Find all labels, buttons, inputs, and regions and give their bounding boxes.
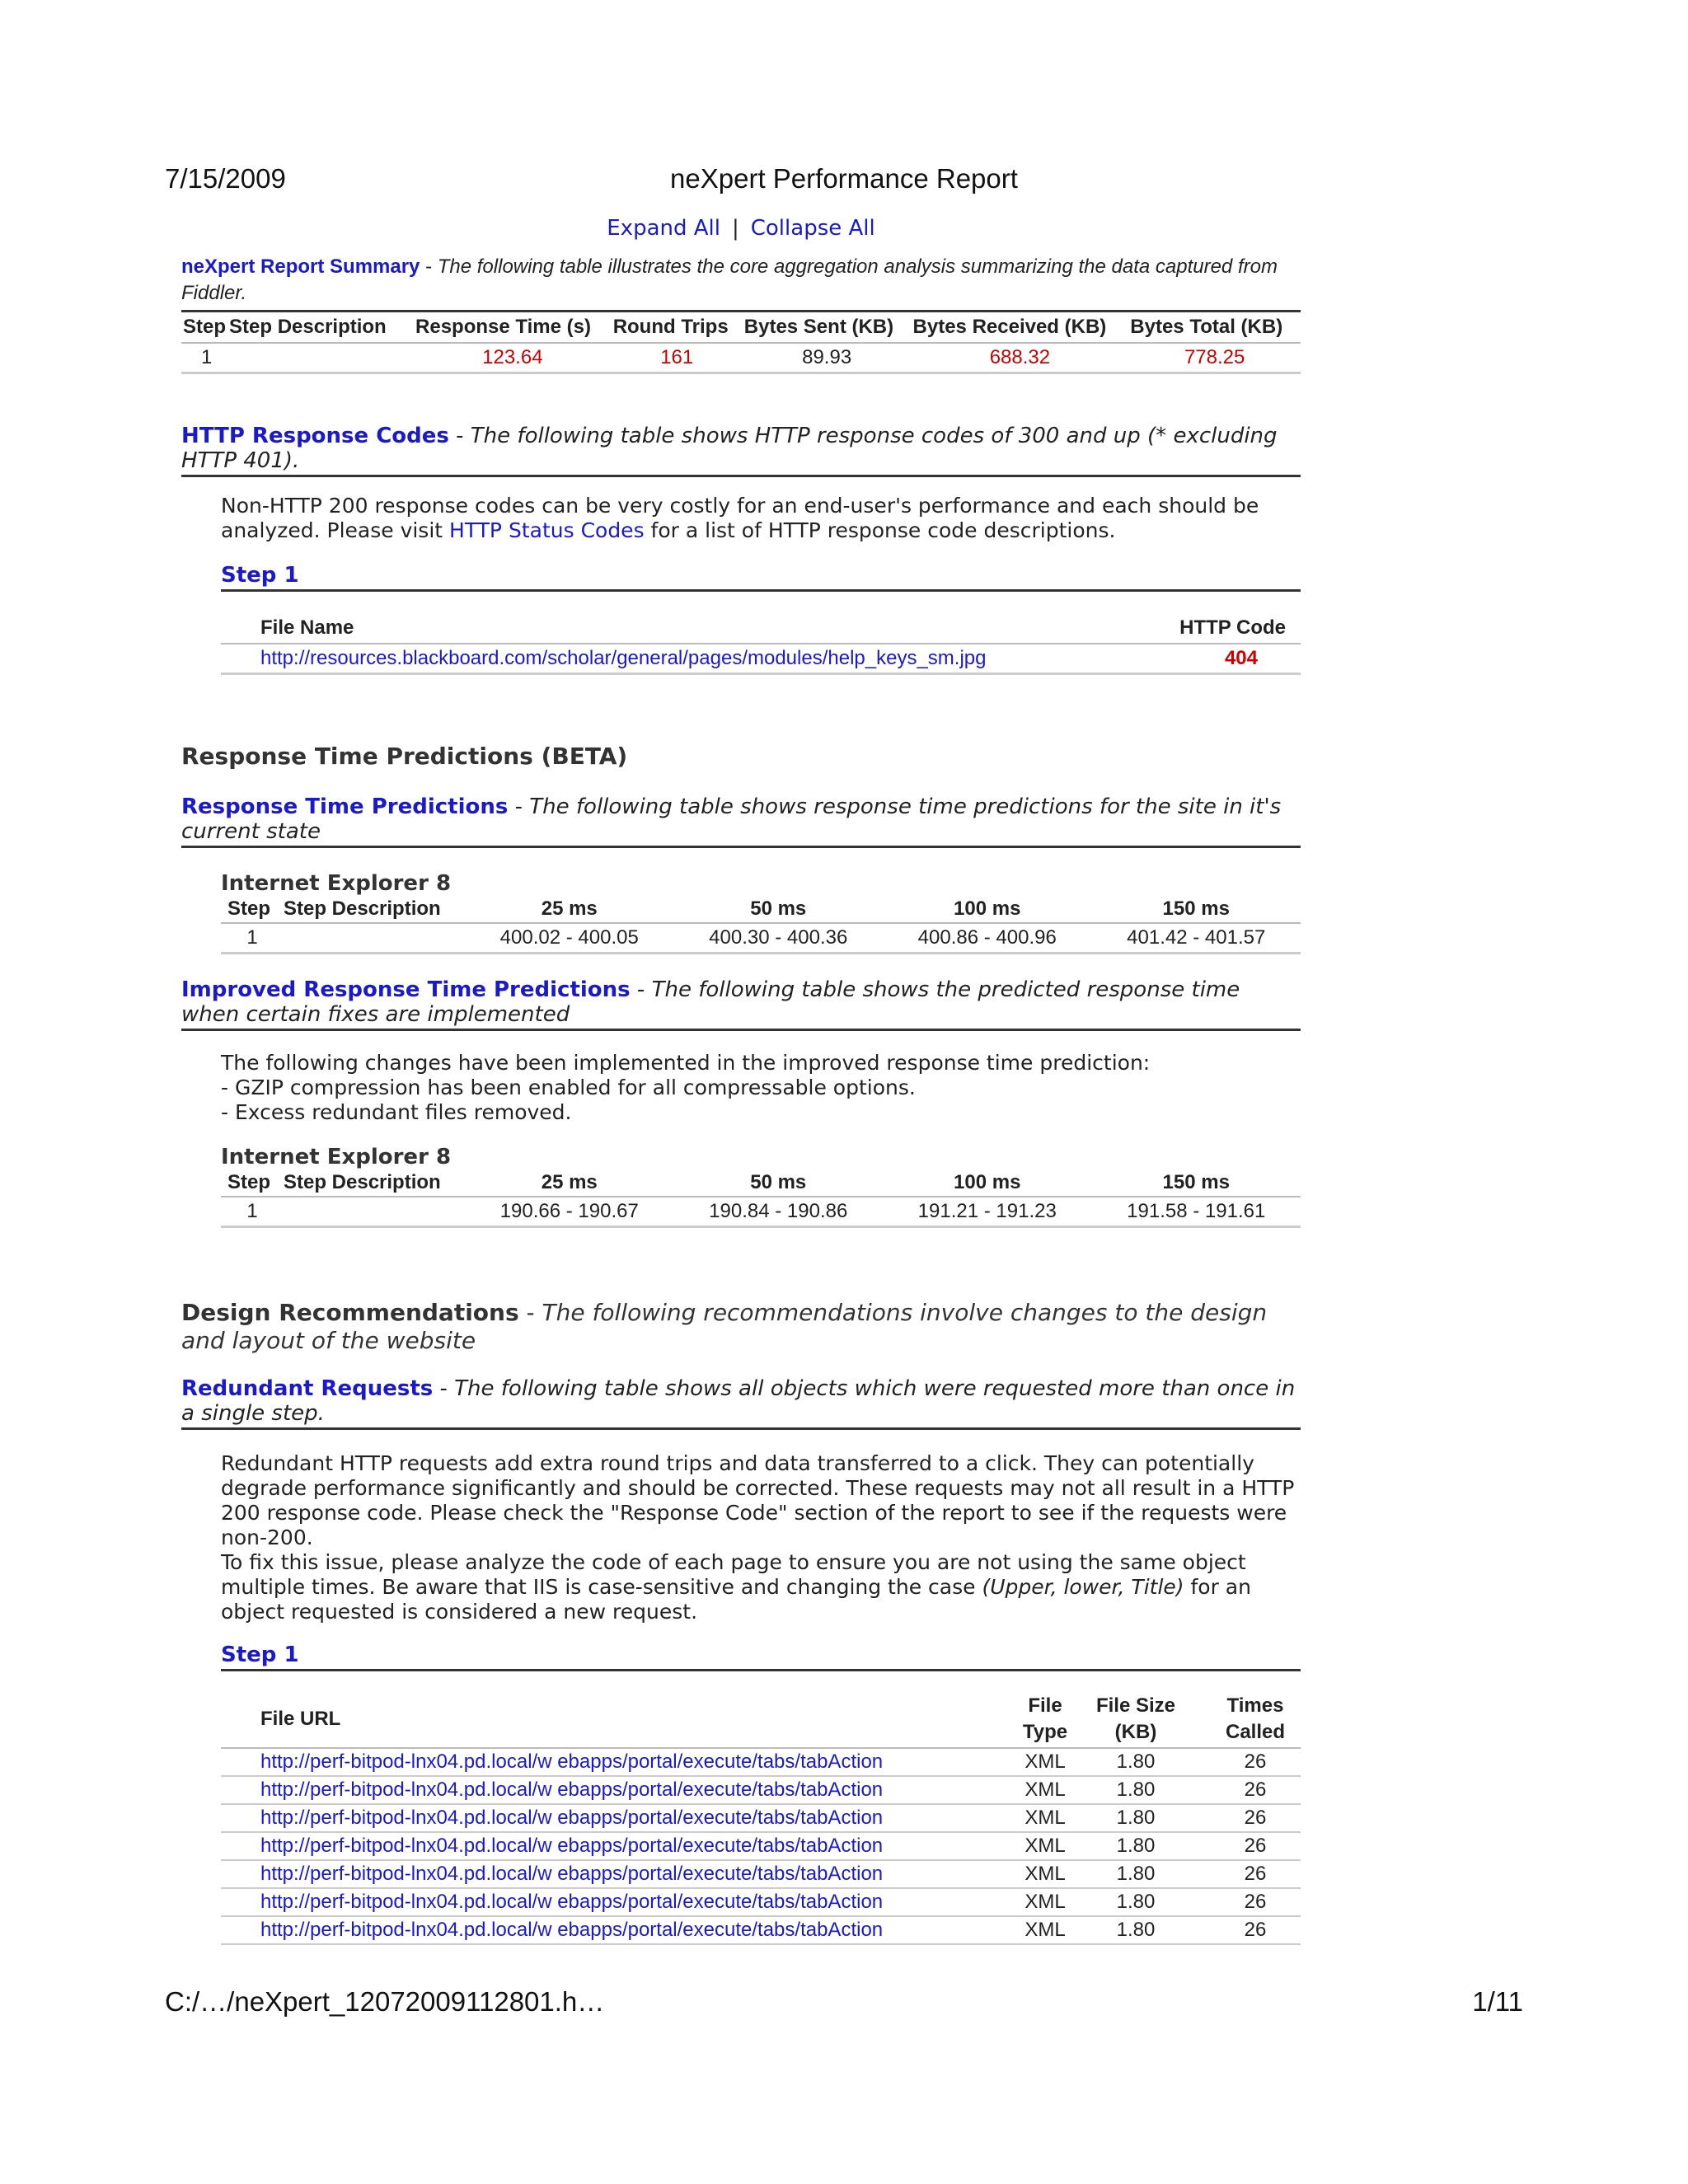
- cell-100ms: 400.86 - 400.96: [883, 923, 1092, 954]
- cell-bytes-sent: 89.93: [743, 343, 912, 373]
- col-file-type: File Type: [1012, 1691, 1078, 1748]
- improved-line: The following changes have been implemented in the improved response time prediction:: [221, 1051, 1151, 1075]
- cell-step: 1: [181, 343, 227, 373]
- table-row: [221, 1860, 1301, 1888]
- redundant-paragraph-2: [221, 1550, 1301, 1624]
- cell-times-called: 26: [1193, 1776, 1301, 1804]
- cell-bytes-total: 778.25: [1128, 343, 1301, 373]
- summary-table: [181, 310, 1301, 374]
- cell-times-called: 26: [1193, 1916, 1301, 1944]
- col-25ms: 25 ms: [465, 896, 674, 923]
- col-step-description: Step Description: [284, 1169, 465, 1197]
- expand-separator: |: [731, 216, 739, 241]
- predictions-description: The following table shows response time predictions for the site in it's current state: [181, 794, 1282, 844]
- table-row: [221, 1776, 1301, 1804]
- improved-heading: [181, 977, 1301, 1031]
- col-response-time: Response Time (s): [414, 312, 612, 344]
- col-step-description: Step Description: [227, 312, 414, 344]
- file-url-link[interactable]: http://perf-bitpod-lnx04.pd.local/w ebapps/portal/execute/tabs/tabAction: [260, 1807, 884, 1829]
- improved-line: - GZIP compression has been enabled for all compressable options.: [221, 1076, 916, 1099]
- cell-step: 1: [221, 923, 284, 954]
- page-header: [0, 163, 1688, 204]
- file-url-link[interactable]: http://perf-bitpod-lnx04.pd.local/w ebapps/portal/execute/tabs/tabAction: [260, 1891, 884, 1913]
- cell-description: [284, 1197, 465, 1227]
- col-150ms: 150 ms: [1092, 1169, 1301, 1197]
- predictions-dash: -: [508, 794, 530, 819]
- cell-file-size: 1.80: [1078, 1916, 1193, 1944]
- predictions-section-title: Response Time Predictions (BETA): [181, 743, 628, 770]
- cell-file-size: 1.80: [1078, 1804, 1193, 1832]
- cell-file-url: [221, 1776, 1012, 1804]
- table-row: [221, 1916, 1301, 1944]
- col-file-size: File Size (KB): [1078, 1691, 1193, 1748]
- cell-150ms: 191.58 - 191.61: [1092, 1197, 1301, 1227]
- cell-file-type: XML: [1012, 1776, 1078, 1804]
- col-100ms: 100 ms: [883, 896, 1092, 923]
- cell-times-called: 26: [1193, 1860, 1301, 1888]
- cell-file-size: 1.80: [1078, 1776, 1193, 1804]
- file-url-link[interactable]: http://perf-bitpod-lnx04.pd.local/w ebapps/portal/execute/tabs/tabAction: [260, 1750, 884, 1773]
- cell-file-type: XML: [1012, 1916, 1078, 1944]
- improved-dash: -: [630, 977, 652, 1002]
- col-round-trips: Round Trips: [612, 312, 743, 344]
- col-step-description: Step Description: [284, 896, 465, 923]
- file-url-link[interactable]: http://perf-bitpod-lnx04.pd.local/w ebapps/portal/execute/tabs/tabAction: [260, 1835, 884, 1857]
- page-footer: [0, 1986, 1688, 2027]
- improved-table: [221, 1169, 1301, 1228]
- http-codes-text: Non-HTTP 200 response codes can be very costly for an end-user's performance and each should be analyzed. Please visit: [221, 494, 1259, 542]
- redundant-title[interactable]: Redundant Requests: [181, 1376, 434, 1401]
- table-row: [221, 923, 1301, 954]
- print-date: 7/15/2009: [165, 163, 286, 194]
- collapse-all-link[interactable]: Collapse All: [750, 216, 875, 241]
- table-row: [221, 1804, 1301, 1832]
- predictions-title[interactable]: Response Time Predictions: [181, 794, 509, 819]
- redundant-step-heading[interactable]: Step 1: [221, 1643, 1301, 1671]
- cell-25ms: 400.02 - 400.05: [465, 923, 674, 954]
- col-100ms: 100 ms: [883, 1169, 1092, 1197]
- expand-collapse-bar: [181, 216, 1301, 241]
- cell-25ms: 190.66 - 190.67: [465, 1197, 674, 1227]
- improved-browser-title: Internet Explorer 8: [221, 1145, 452, 1169]
- cell-times-called: 26: [1193, 1832, 1301, 1860]
- cell-bytes-received: 688.32: [912, 343, 1129, 373]
- col-times-called: Times Called: [1193, 1691, 1301, 1748]
- http-codes-step-heading[interactable]: Step 1: [221, 563, 1301, 592]
- col-bytes-received: Bytes Received (KB): [912, 312, 1129, 344]
- cell-file-name: [221, 644, 1153, 674]
- expand-all-link[interactable]: Expand All: [607, 216, 720, 241]
- file-link[interactable]: http://resources.blackboard.com/scholar/general/pages/modules/help_keys_sm.jpg: [260, 647, 987, 669]
- cell-times-called: 26: [1193, 1748, 1301, 1776]
- cell-file-type: XML: [1012, 1888, 1078, 1916]
- redundant-dash: -: [433, 1376, 455, 1401]
- predictions-header-row: [221, 896, 1301, 923]
- predictions-table: [221, 896, 1301, 954]
- col-file-name: File Name: [221, 613, 1153, 644]
- page-title: neXpert Performance Report: [670, 163, 1018, 194]
- design-heading: [181, 1299, 1301, 1355]
- http-codes-heading: [181, 424, 1301, 477]
- redundant-text: To fix this issue, please analyze the code of each page to ensure you are not using the same object multiple times. Be aware that IIS is case-sensitive and changing the case: [221, 1550, 1246, 1599]
- improved-title[interactable]: Improved Response Time Predictions: [181, 977, 631, 1002]
- cell-file-size: 1.80: [1078, 1888, 1193, 1916]
- design-description: The following recommendations involve changes to the design and layout of the website: [181, 1299, 1268, 1354]
- redundant-description: The following table shows all objects which were requested more than once in a single step.: [181, 1376, 1296, 1426]
- redundant-paragraph: Redundant HTTP requests add extra round trips and data transferred to a click. They can potentially degrade performance significantly and should be corrected. These requests may not all result in a HTTP 200 response code. Please check the "Response Code" section of the report to see if the requests were non-200.: [221, 1451, 1295, 1549]
- improved-header-row: [221, 1169, 1301, 1197]
- file-path: C:/…/neXpert_12072009112801.h…: [165, 1986, 605, 2017]
- table-row: [181, 343, 1301, 373]
- cell-round-trips: 161: [612, 343, 743, 373]
- cell-response-time: 123.64: [414, 343, 612, 373]
- cell-file-size: 1.80: [1078, 1860, 1193, 1888]
- col-step: Step: [221, 1169, 284, 1197]
- redundant-case-note: (Upper, lower, Title): [982, 1575, 1184, 1599]
- cell-file-url: [221, 1916, 1012, 1944]
- table-row: [221, 1748, 1301, 1776]
- summary-heading: [181, 254, 1301, 307]
- cell-file-type: XML: [1012, 1860, 1078, 1888]
- cell-file-size: 1.80: [1078, 1748, 1193, 1776]
- cell-times-called: 26: [1193, 1804, 1301, 1832]
- col-http-code: HTTP Code: [1153, 613, 1301, 644]
- summary-header-row: [181, 312, 1301, 344]
- table-row: [221, 1888, 1301, 1916]
- page-number: 1/11: [1472, 1986, 1523, 2017]
- http-codes-table: [221, 613, 1301, 675]
- redundant-text-after: for an object requested is considered a new request.: [221, 1575, 1251, 1624]
- http-codes-text-after: for a list of HTTP response code descriptions.: [644, 518, 1116, 542]
- col-50ms: 50 ms: [674, 1169, 884, 1197]
- table-row: [221, 1832, 1301, 1860]
- summary-dash: -: [420, 255, 438, 278]
- col-bytes-total: Bytes Total (KB): [1128, 312, 1301, 344]
- predictions-heading: [181, 794, 1301, 848]
- cell-file-url: [221, 1832, 1012, 1860]
- col-step: Step: [221, 896, 284, 923]
- cell-50ms: 400.30 - 400.36: [674, 923, 884, 954]
- http-codes-header-row: [221, 613, 1301, 644]
- cell-file-url: [221, 1888, 1012, 1916]
- col-bytes-sent: Bytes Sent (KB): [743, 312, 912, 344]
- col-50ms: 50 ms: [674, 896, 884, 923]
- redundant-table: [221, 1691, 1301, 1945]
- redundant-header-row: [221, 1691, 1301, 1748]
- cell-description: [227, 343, 414, 373]
- table-row: [221, 1197, 1301, 1227]
- file-url-link[interactable]: http://perf-bitpod-lnx04.pd.local/w ebapps/portal/execute/tabs/tabAction: [260, 1863, 884, 1885]
- file-url-link[interactable]: http://perf-bitpod-lnx04.pd.local/w ebapps/portal/execute/tabs/tabAction: [260, 1919, 884, 1941]
- cell-step: 1: [221, 1197, 284, 1227]
- cell-file-url: [221, 1748, 1012, 1776]
- summary-title[interactable]: neXpert Report Summary: [181, 255, 420, 278]
- improved-description: The following table shows the predicted response time when certain fixes are implemented: [181, 977, 1240, 1027]
- col-step: Step: [181, 312, 227, 344]
- http-codes-paragraph: [221, 494, 1301, 543]
- report-body: [181, 216, 1301, 1945]
- predictions-browser-title: Internet Explorer 8: [221, 871, 452, 896]
- cell-50ms: 190.84 - 190.86: [674, 1197, 884, 1227]
- cell-file-url: [221, 1804, 1012, 1832]
- cell-http-code: 404: [1153, 644, 1301, 674]
- file-url-link[interactable]: http://perf-bitpod-lnx04.pd.local/w ebapps/portal/execute/tabs/tabAction: [260, 1779, 884, 1801]
- cell-150ms: 401.42 - 401.57: [1092, 923, 1301, 954]
- table-row: [221, 644, 1301, 674]
- http-status-codes-link[interactable]: HTTP Status Codes: [449, 518, 645, 542]
- cell-file-size: 1.80: [1078, 1832, 1193, 1860]
- redundant-heading: [181, 1376, 1301, 1430]
- http-codes-title[interactable]: HTTP Response Codes: [181, 424, 449, 448]
- summary-description: The following table illustrates the core aggregation analysis summarizing the data captured from Fiddler.: [181, 255, 1278, 304]
- col-150ms: 150 ms: [1092, 896, 1301, 923]
- col-file-url: File URL: [221, 1691, 1012, 1748]
- cell-description: [284, 923, 465, 954]
- cell-100ms: 191.21 - 191.23: [883, 1197, 1092, 1227]
- improved-line: - Excess redundant files removed.: [221, 1100, 572, 1124]
- col-25ms: 25 ms: [465, 1169, 674, 1197]
- design-dash: -: [518, 1299, 542, 1326]
- http-codes-description: The following table shows HTTP response codes of 300 and up (* excluding HTTP 401).: [181, 424, 1278, 473]
- cell-file-type: XML: [1012, 1832, 1078, 1860]
- http-codes-dash: -: [448, 424, 471, 448]
- design-title: Design Recommendations: [181, 1299, 519, 1326]
- cell-file-type: XML: [1012, 1804, 1078, 1832]
- cell-times-called: 26: [1193, 1888, 1301, 1916]
- cell-file-url: [221, 1860, 1012, 1888]
- cell-file-type: XML: [1012, 1748, 1078, 1776]
